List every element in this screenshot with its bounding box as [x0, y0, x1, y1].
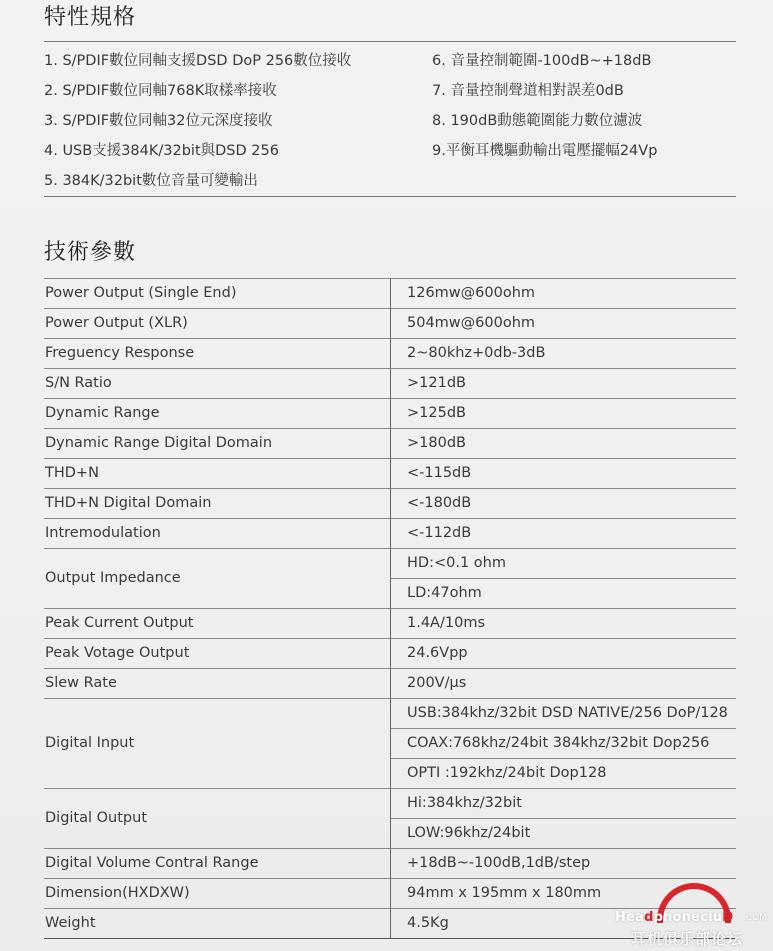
spec-value: Hi:384khz/32bit	[391, 789, 737, 819]
spec-label: Power Output (Single End)	[44, 279, 391, 309]
watermark-domain: .COM	[743, 913, 767, 923]
spec-label: Freguency Response	[44, 339, 391, 369]
spec-value: 126mw@600ohm	[391, 279, 737, 309]
spec-label: S/N Ratio	[44, 369, 391, 399]
headphoneclub-watermark	[615, 883, 773, 949]
watermark-chinese: 耳机俱乐部论坛	[631, 930, 744, 948]
spec-row	[44, 489, 736, 519]
spec-label: Peak Votage Output	[44, 639, 391, 669]
spec-label: Dynamic Range	[44, 399, 391, 429]
spec-row	[44, 339, 736, 369]
spec-row	[44, 399, 736, 429]
spec-value: 2~80khz+0db-3dB	[391, 339, 737, 369]
features-block	[44, 41, 736, 197]
spec-label: THD+N	[44, 459, 391, 489]
spec-label: Output Impedance	[44, 549, 391, 609]
spec-value: OPTI :192khz/24bit Dop128	[391, 759, 737, 789]
watermark-brand: HeadphonecluD	[615, 910, 734, 925]
spec-label: Weight	[44, 909, 391, 939]
spec-row	[44, 279, 736, 309]
spec-value: >180dB	[391, 429, 737, 459]
spec-value: <-112dB	[391, 519, 737, 549]
spec-value: LD:47ohm	[391, 579, 737, 609]
spec-row	[44, 699, 736, 729]
features-left-column	[44, 46, 351, 196]
spec-value: <-115dB	[391, 459, 737, 489]
spec-value: >121dB	[391, 369, 737, 399]
spec-row	[44, 669, 736, 699]
spec-label: Digital Output	[44, 789, 391, 849]
specs-title: 技術參數	[44, 240, 137, 265]
spec-value: USB:384khz/32bit DSD NATIVE/256 DoP/128	[391, 699, 737, 729]
spec-label: Peak Current Output	[44, 609, 391, 639]
spec-label: Intremodulation	[44, 519, 391, 549]
features-title: 特性規格	[44, 5, 137, 30]
spec-row	[44, 639, 736, 669]
spec-row	[44, 309, 736, 339]
spec-label: Digital Volume Contral Range	[44, 849, 391, 879]
feature-item: 5. 384K/32bit數位音量可變輸出	[44, 173, 258, 189]
spec-value: +18dB~-100dB,1dB/step	[391, 849, 737, 879]
specs-table	[44, 278, 736, 939]
feature-item: 1. S/PDIF數位同軸支援DSD DoP 256數位接收	[44, 53, 352, 69]
spec-value: HD:<0.1 ohm	[391, 549, 737, 579]
spec-value: 94mm x 195mm x 180mm	[391, 879, 737, 909]
spec-label: Slew Rate	[44, 669, 391, 699]
spec-value: <-180dB	[391, 489, 737, 519]
spec-label: Power Output (XLR)	[44, 309, 391, 339]
spec-row	[44, 789, 736, 819]
spec-value: >125dB	[391, 399, 737, 429]
spec-row	[44, 459, 736, 489]
spec-label: Dimension(HXDXW)	[44, 879, 391, 909]
feature-item: 4. USB支援384K/32bit與DSD 256	[44, 143, 279, 159]
feature-item: 8. 190dB動態範圍能力數位濾波	[432, 113, 643, 129]
spec-value: COAX:768khz/24bit 384khz/32bit Dop256	[391, 729, 737, 759]
spec-label: THD+N Digital Domain	[44, 489, 391, 519]
spec-label: Dynamic Range Digital Domain	[44, 429, 391, 459]
spec-row	[44, 549, 736, 579]
features-right-column	[432, 46, 657, 166]
feature-item: 3. S/PDIF數位同軸32位元深度接收	[44, 113, 273, 129]
spec-row	[44, 609, 736, 639]
feature-item: 7. 音量控制聲道相對誤差0dB	[432, 83, 624, 99]
spec-row	[44, 369, 736, 399]
spec-value: LOW:96khz/24bit	[391, 819, 737, 849]
spec-value: 504mw@600ohm	[391, 309, 737, 339]
spec-value: 200V/µs	[391, 669, 737, 699]
feature-item: 6. 音量控制範圍-100dB~+18dB	[432, 53, 652, 69]
feature-item: 9.平衡耳機驅動輸出電壓擺幅24Vp	[432, 143, 658, 159]
spec-value: 1.4A/10ms	[391, 609, 737, 639]
spec-label: Digital Input	[44, 699, 391, 789]
spec-value: 24.6Vpp	[391, 639, 737, 669]
spec-row	[44, 849, 736, 879]
spec-row	[44, 519, 736, 549]
feature-item: 2. S/PDIF數位同軸768K取樣率接收	[44, 83, 277, 99]
spec-value: 4.5Kg	[391, 909, 737, 939]
spec-row	[44, 429, 736, 459]
